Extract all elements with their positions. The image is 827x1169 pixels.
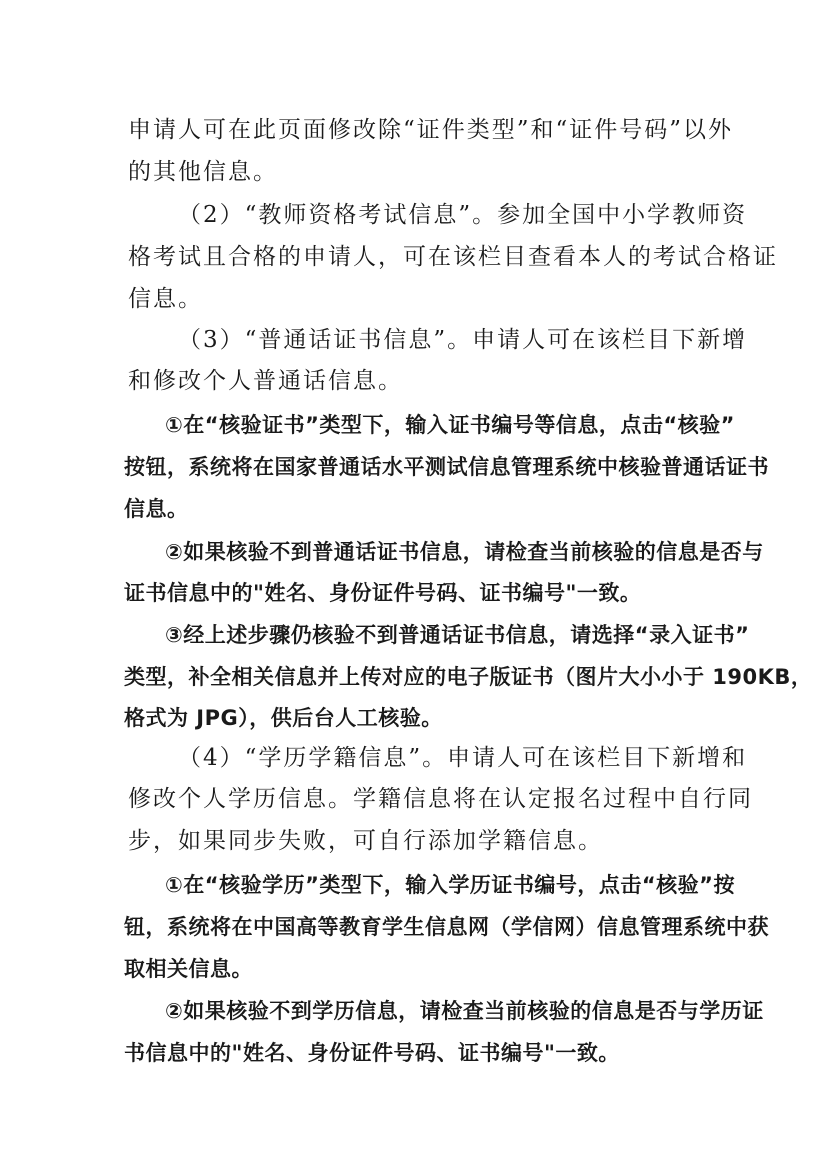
bold-instruction-line: ②如果核验不到学历信息，请检查当前核验的信息是否与学历证: [165, 999, 764, 1023]
section-heading-line: （3）“普通话证书信息”。申请人可在该栏目下新增: [178, 327, 748, 353]
bold-instruction-line: 按钮，系统将在国家普通话水平测试信息管理系统中核验普通话证书: [124, 455, 769, 479]
bold-instruction-line: ①在“核验学历”类型下，输入学历证书编号，点击“核验”按: [165, 873, 735, 897]
paragraph-line: 申请人可在此页面修改除“证件类型”和“证件号码”以外: [128, 117, 734, 143]
bold-instruction-line: ②如果核验不到普通话证书信息，请检查当前核验的信息是否与: [165, 540, 764, 564]
paragraph-line: 的其他信息。: [128, 159, 278, 185]
bold-instruction-line: 信息。: [124, 497, 189, 521]
paragraph-line: 修改个人学历信息。学籍信息将在认定报名过程中自行同: [128, 786, 753, 812]
bold-instruction-line: 证书信息中的"姓名、身份证件号码、证书编号"一致。: [124, 581, 642, 605]
paragraph-line: 格考试且合格的申请人，可在该栏目查看本人的考试合格证: [128, 244, 778, 270]
paragraph-line: 和修改个人普通话信息。: [128, 368, 403, 394]
paragraph-line: 步，如果同步失败，可自行添加学籍信息。: [128, 828, 603, 854]
section-heading-line: （2）“教师资格考试信息”。参加全国中小学教师资: [178, 202, 748, 228]
bold-instruction-line: 书信息中的"姓名、身份证件号码、证书编号"一致。: [124, 1041, 620, 1065]
bold-instruction-line: ①在“核验证书”类型下，输入证书编号等信息，点击“核验”: [165, 413, 735, 437]
paragraph-line: 信息。: [128, 286, 203, 312]
bold-instruction-line: 格式为 JPG），供后台人工核验。: [124, 706, 443, 730]
bold-instruction-line: 钮，系统将在中国高等教育学生信息网（学信网）信息管理系统中获: [124, 915, 769, 939]
bold-instruction-line: 类型，补全相关信息并上传对应的电子版证书（图片大小小于 190KB，: [124, 665, 813, 689]
section-heading-line: （4）“学历学籍信息”。申请人可在该栏目下新增和: [178, 745, 748, 771]
bold-instruction-line: ③经上述步骤仍核验不到普通话证书信息，请选择“录入证书”: [165, 623, 750, 647]
bold-instruction-line: 取相关信息。: [124, 957, 253, 981]
